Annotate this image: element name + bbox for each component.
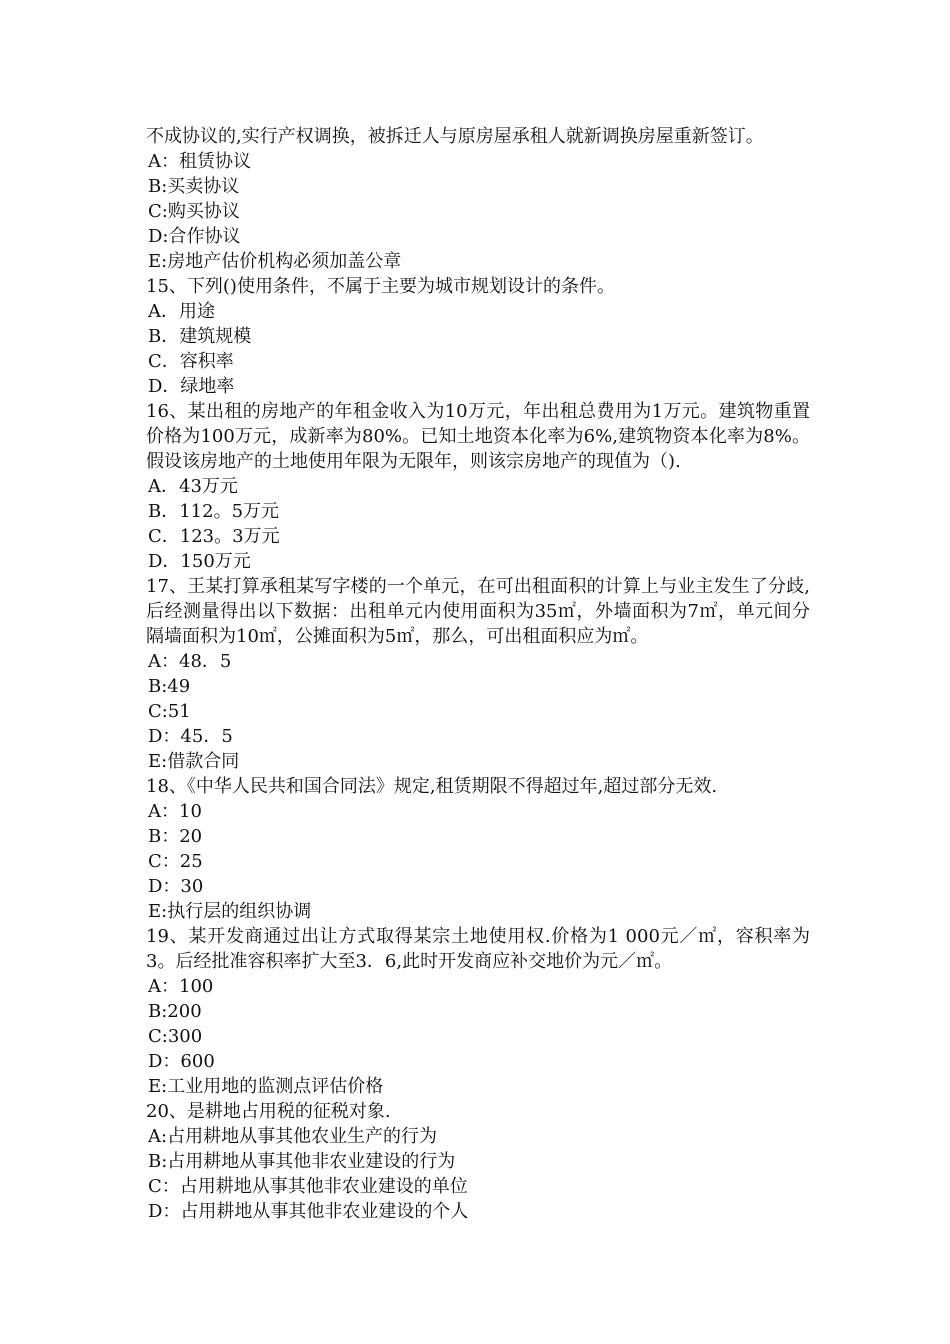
answer-option: B．112。5万元 — [148, 501, 280, 522]
answer-option: A:占用耕地从事其他农业生产的行为 — [148, 1126, 438, 1147]
answer-option: B:占用耕地从事其他非农业建设的行为 — [148, 1151, 456, 1172]
question-text: 不成协议的,实行产权调换，被拆迁人与原房屋承租人就新调换房屋重新签订。 — [146, 126, 764, 147]
question-text: 15、下列()使用条件，不属于主要为城市规划设计的条件。 — [146, 276, 615, 297]
question-text: 20、是耕地占用税的征税对象. — [146, 1101, 391, 1122]
answer-option: A．43万元 — [148, 476, 238, 497]
answer-option: B:49 — [148, 676, 191, 697]
answer-option: C．容积率 — [148, 351, 234, 372]
answer-option: D：占用耕地从事其他非农业建设的个人 — [148, 1201, 469, 1222]
answer-option: D:合作协议 — [148, 226, 241, 247]
document-body — [146, 124, 810, 1224]
answer-option: D．绿地率 — [148, 376, 235, 397]
answer-option: A：100 — [148, 976, 214, 997]
answer-option: A：租赁协议 — [148, 151, 251, 172]
answer-option: E:房地产估价机构必须加盖公章 — [148, 251, 402, 272]
answer-option: C:购买协议 — [148, 201, 240, 222]
answer-option: B:买卖协议 — [148, 176, 240, 197]
answer-option: C：25 — [148, 851, 203, 872]
answer-option: C:300 — [148, 1026, 203, 1047]
question-paragraph: 16、某出租的房地产的年租金收入为10万元，年出租总费用为1万元。建筑物重置价格为100万元，成新率为80%。已知土地资本化率为6%,建筑物资本化率为8%。假设该房地产的土地使用年限为无限年，则该宗房地产的现值为（). — [146, 401, 810, 472]
answer-option: C．123。3万元 — [148, 526, 280, 547]
answer-option: D．150万元 — [148, 551, 251, 572]
answer-option: D：600 — [148, 1051, 215, 1072]
answer-option: B:200 — [148, 1001, 202, 1022]
answer-option: E:执行层的组织协调 — [148, 901, 312, 922]
answer-option: D：45．5 — [148, 726, 233, 747]
answer-option: A．用途 — [148, 301, 215, 322]
answer-option: D：30 — [148, 876, 204, 897]
question-text: 18、《中华人民共和国合同法》规定,租赁期限不得超过年,超过部分无效. — [146, 776, 718, 797]
answer-option: E:借款合同 — [148, 751, 240, 772]
answer-option: A：48．5 — [148, 651, 232, 672]
answer-option: A：10 — [148, 801, 202, 822]
answer-option: B．建筑规模 — [148, 326, 252, 347]
question-paragraph: 17、王某打算承租某写字楼的一个单元，在可出租面积的计算上与业主发生了分歧,后经测量得出以下数据：出租单元内使用面积为35㎡，外墙面积为7㎡，单元间分隔墙面积为10㎡，公摊面积为5㎡，那么，可出租面积应为㎡。 — [146, 576, 810, 647]
answer-option: C:51 — [148, 701, 191, 722]
answer-option: C：占用耕地从事其他非农业建设的单位 — [148, 1176, 468, 1197]
question-paragraph: 19、某开发商通过出让方式取得某宗土地使用权.价格为1 000元／㎡，容积率为3。后经批准容积率扩大至3．6,此时开发商应补交地价为元／㎡。 — [146, 926, 810, 972]
answer-option: B：20 — [148, 826, 203, 847]
answer-option: E:工业用地的监测点评估价格 — [148, 1076, 384, 1097]
